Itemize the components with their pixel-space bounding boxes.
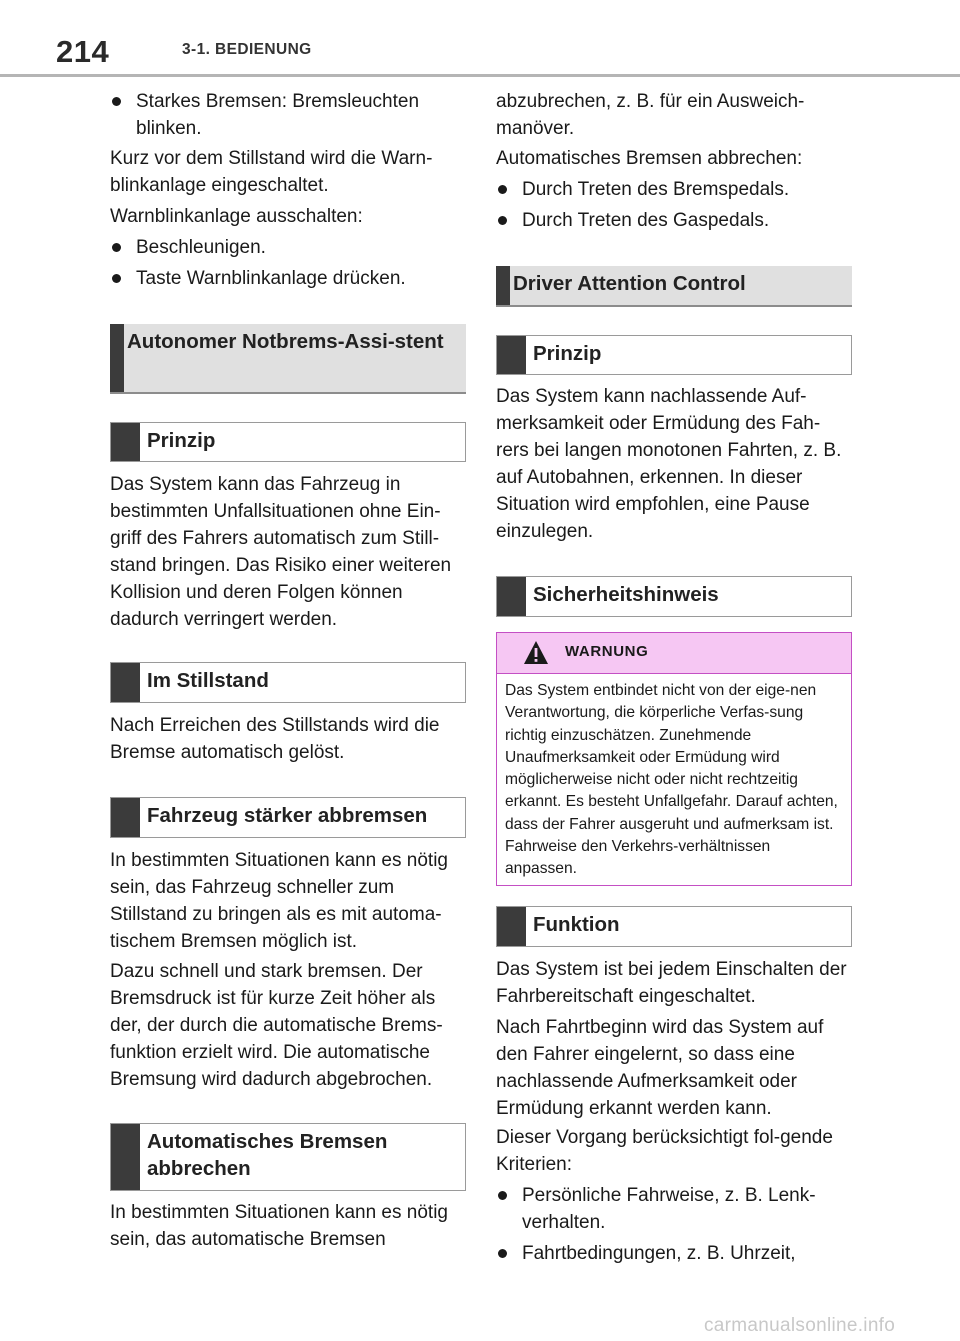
bullet-dot bbox=[112, 243, 121, 252]
heading-driver-attention-control: Driver Attention Control bbox=[496, 266, 852, 307]
subheading-prinzip-right: Prinzip bbox=[496, 335, 852, 375]
page-header bbox=[0, 0, 960, 78]
watermark: carmanualsonline.info bbox=[704, 1315, 896, 1336]
heading-notbrems-assistent: Autonomer Notbrems-Assi-stent bbox=[110, 324, 466, 394]
bullet-starkes-bremsen: Starkes Bremsen: Bremsleuchten blinken. bbox=[110, 88, 466, 142]
heading-bar bbox=[111, 663, 140, 702]
heading-bar bbox=[111, 798, 140, 837]
header-rule bbox=[0, 74, 960, 77]
paragraph-warnblink-aus: Warnblinkanlage ausschalten: bbox=[110, 206, 363, 227]
warning-header bbox=[497, 633, 851, 674]
heading-bar bbox=[497, 336, 526, 374]
subheading-funktion: Funktion bbox=[496, 906, 852, 947]
bullet-bremspedal: Durch Treten des Bremspedals. bbox=[496, 176, 852, 203]
paragraph-warnblink-ein: Kurz vor dem Stillstand wird die Warn-blinkanlage eingeschaltet. bbox=[110, 148, 433, 196]
paragraph-im-stillstand: Nach Erreichen des Stillstands wird die Bremse automatisch gelöst. bbox=[110, 715, 440, 763]
page-number: 214 bbox=[56, 34, 110, 69]
paragraph-funktion-3: Dieser Vorgang berücksichtigt fol-gende Kriterien: bbox=[496, 1127, 833, 1175]
bullet-dot bbox=[498, 216, 507, 225]
warning-box bbox=[496, 632, 852, 886]
bullet-dot bbox=[498, 185, 507, 194]
bullet-dot bbox=[498, 1191, 507, 1200]
heading-bar bbox=[497, 577, 526, 616]
bullet-gaspedal: Durch Treten des Gaspedals. bbox=[496, 207, 852, 234]
warning-triangle-icon bbox=[523, 640, 549, 666]
paragraph-abbrechen: In bestimmten Situationen kann es nötig sein, das automatische Bremsen bbox=[110, 1202, 448, 1250]
heading-bar bbox=[110, 324, 124, 392]
heading-bar bbox=[111, 1124, 140, 1190]
subheading-bremsen-abbrechen: Automatisches Bremsen abbrechen bbox=[110, 1123, 466, 1191]
heading-bar bbox=[111, 423, 140, 461]
warning-label: WARNUNG bbox=[565, 643, 649, 660]
bullet-dot bbox=[112, 274, 121, 283]
subheading-sicherheitshinweis: Sicherheitshinweis bbox=[496, 576, 852, 617]
paragraph-abbrechen-intro: Automatisches Bremsen abbrechen: bbox=[496, 148, 803, 169]
bullet-beschleunigen: Beschleunigen. bbox=[110, 234, 466, 261]
bullet-dot bbox=[498, 1249, 507, 1258]
paragraph-funktion-1: Das System ist bei jedem Einschalten der Fahrbereitschaft eingeschaltet. bbox=[496, 959, 847, 1007]
paragraph-staerker-2: Dazu schnell und stark bremsen. Der Bremsdruck ist für kurze Zeit höher als der, der durch die automatische Brems-funktion erzielt wird. Die automatische Bremsung wird dadurch abgebrochen. bbox=[110, 961, 443, 1090]
subheading-staerker-abbremsen: Fahrzeug stärker abbremsen bbox=[110, 797, 466, 838]
paragraph-staerker-1: In bestimmten Situationen kann es nötig sein, das Fahrzeug schneller zum Stillstand zu bringen als es mit automa-tischem Bremsen möglich ist. bbox=[110, 850, 448, 952]
subheading-prinzip-left: Prinzip bbox=[110, 422, 466, 462]
heading-bar bbox=[497, 907, 526, 946]
heading-bar bbox=[496, 266, 510, 305]
subheading-im-stillstand: Im Stillstand bbox=[110, 662, 466, 703]
bullet-taste-warnblink: Taste Warnblinkanlage drücken. bbox=[110, 265, 466, 292]
paragraph-prinzip-left: Das System kann das Fahrzeug in bestimmten Unfallsituationen ohne Ein-griff des Fahrers automatisch zum Still-stand bringen. Das Risiko einer weiteren Kollision und deren Folgen können dadurch verringert werden. bbox=[110, 474, 452, 630]
warning-text: Das System entbindet nicht von der eige-nen Verantwortung, die körperliche Verfas-sung richtig einzuschätzen. Zunehmende Unaufmerksamkeit oder Ermüdung wird möglicherweise nicht oder nicht rechtzeitig erkannt. Es besteht Unfallgefahr. Darauf achten, dass der Fahrer ausgeruht und aufmerksam ist. Fahrweise den Verkehrs-verhältnissen anpassen. bbox=[505, 682, 838, 878]
bullet-dot bbox=[112, 97, 121, 106]
paragraph-abbrechen-cont: abzubrechen, z. B. für ein Ausweich-manöver. bbox=[496, 91, 805, 139]
bullet-persoenliche-fahrweise: Persönliche Fahrweise, z. B. Lenk-verhalten. bbox=[496, 1182, 852, 1236]
bullet-fahrtbedingungen: Fahrtbedingungen, z. B. Uhrzeit, bbox=[496, 1240, 852, 1267]
paragraph-funktion-2: Nach Fahrtbeginn wird das System auf den Fahrer eingelernt, so dass eine nachlassende Aufmerksamkeit oder Ermüdung erkannt werden kann. bbox=[496, 1017, 824, 1119]
paragraph-prinzip-right: Das System kann nachlassende Auf-merksamkeit oder Ermüdung des Fah-rers bei langen monotonen Fahrten, z. B. auf Autobahnen, erkennen. In dieser Situation wird empfohlen, eine Pause einzulegen. bbox=[496, 386, 842, 542]
section-title: 3-1. BEDIENUNG bbox=[182, 41, 312, 58]
